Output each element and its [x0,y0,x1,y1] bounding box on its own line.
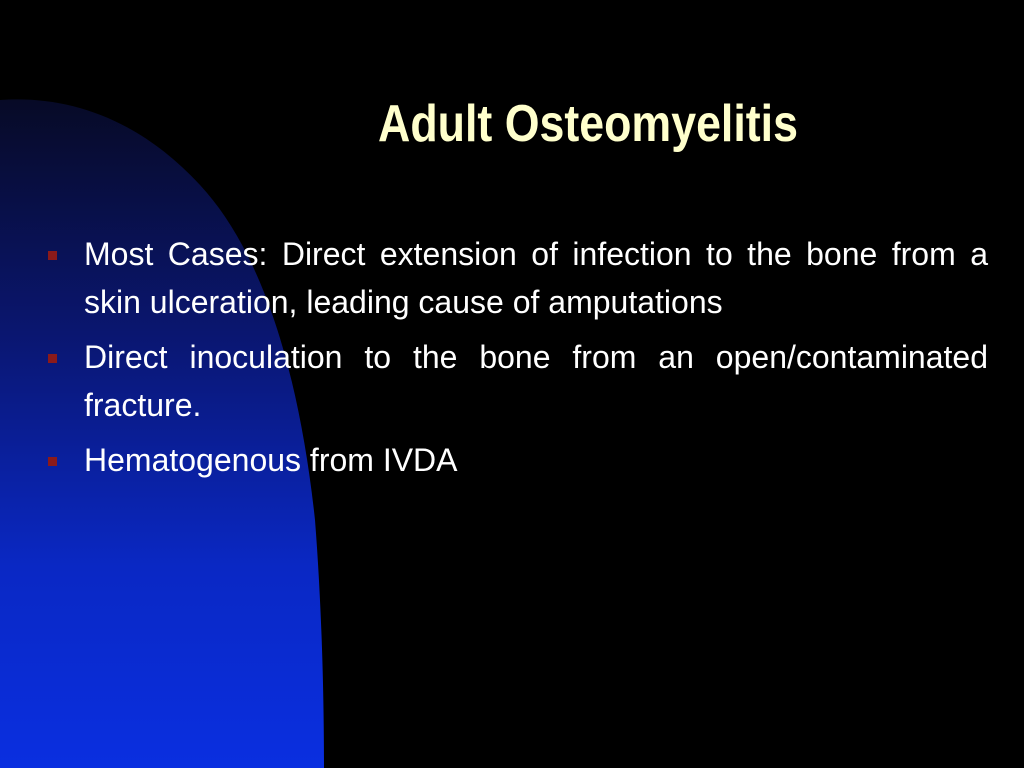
bullet-item [46,230,988,326]
square-bullet-icon [48,251,57,260]
square-bullet-icon [48,457,57,466]
bullet-list [46,230,988,491]
bullet-text: Hematogenous from IVDA [84,442,458,478]
slide-title: Adult Osteomyelitis [378,95,798,153]
bullet-item [46,436,988,484]
bullet-item [46,333,988,429]
bullet-text: Direct inoculation to the bone from an open/contaminated fracture. [84,339,988,423]
bullet-text: Most Cases: Direct extension of infection to the bone from a skin ulceration, leading cause of amputations [84,236,988,320]
square-bullet-icon [48,354,57,363]
